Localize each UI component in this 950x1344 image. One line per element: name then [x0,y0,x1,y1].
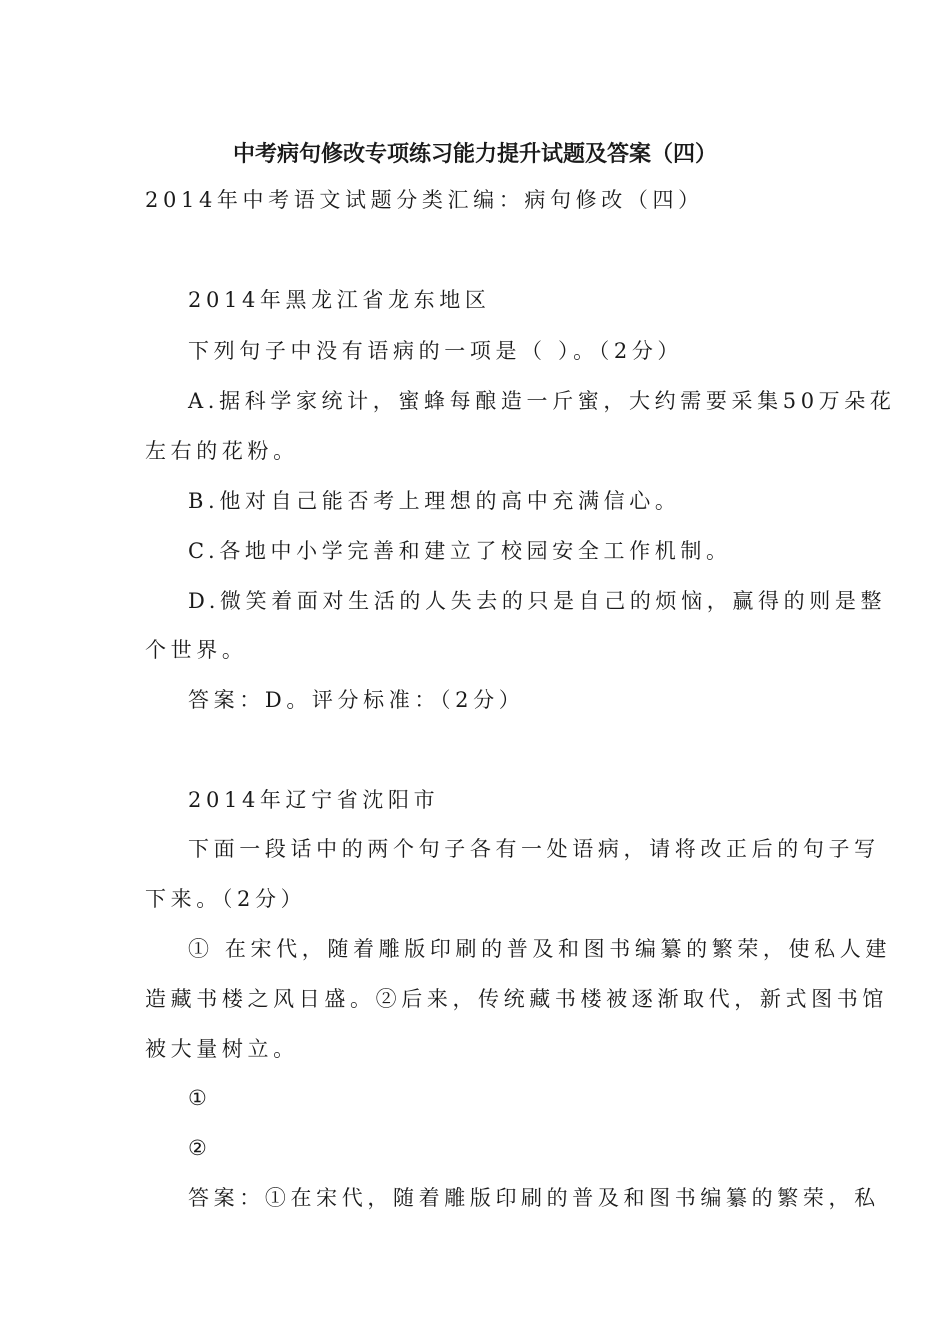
option-b: B.他对自己能否考上理想的高中充满信心。 [188,489,681,513]
option-d-line1: D.微笑着面对生活的人失去的只是自己的烦恼，赢得的则是整 [188,589,887,613]
document-subtitle: 2014年中考语文试题分类汇编：病句修改（四） [145,188,704,212]
passage-line2: 造藏书楼之风日盛。②后来，传统藏书楼被逐渐取代，新式图书馆 [145,987,888,1011]
section1-question: 下列句子中没有语病的一项是（ ）。（2分） [188,339,684,363]
blank-1: ① [188,1086,207,1110]
option-d-line2: 个世界。 [145,638,248,662]
passage-line1: ① 在宋代，随着雕版印刷的普及和图书编纂的繁荣，使私人建 [188,937,892,961]
option-a-line1: A.据科学家统计，蜜蜂每酿造一斤蜜，大约需要采集50万朵花 [188,389,896,413]
blank-2: ② [188,1136,207,1160]
section2-region: 2014年辽宁省沈阳市 [188,788,440,812]
option-a-line2: 左右的花粉。 [145,439,299,463]
passage-line3: 被大量树立。 [145,1037,299,1061]
section2-answer-line1: 答案：①在宋代，随着雕版印刷的普及和图书编纂的繁荣，私 [188,1186,880,1210]
option-c: C.各地中小学完善和建立了校园安全工作机制。 [188,539,732,563]
section2-question-line2: 下来。（2分） [145,887,307,911]
section1-answer: 答案：D。评分标准：（2分） [188,688,525,712]
document-title: 中考病句修改专项练习能力提升试题及答案（四） [232,142,717,167]
section2-question-line1: 下面一段话中的两个句子各有一处语病，请将改正后的句子写 [188,837,880,861]
section1-region: 2014年黑龙江省龙东地区 [188,288,491,312]
